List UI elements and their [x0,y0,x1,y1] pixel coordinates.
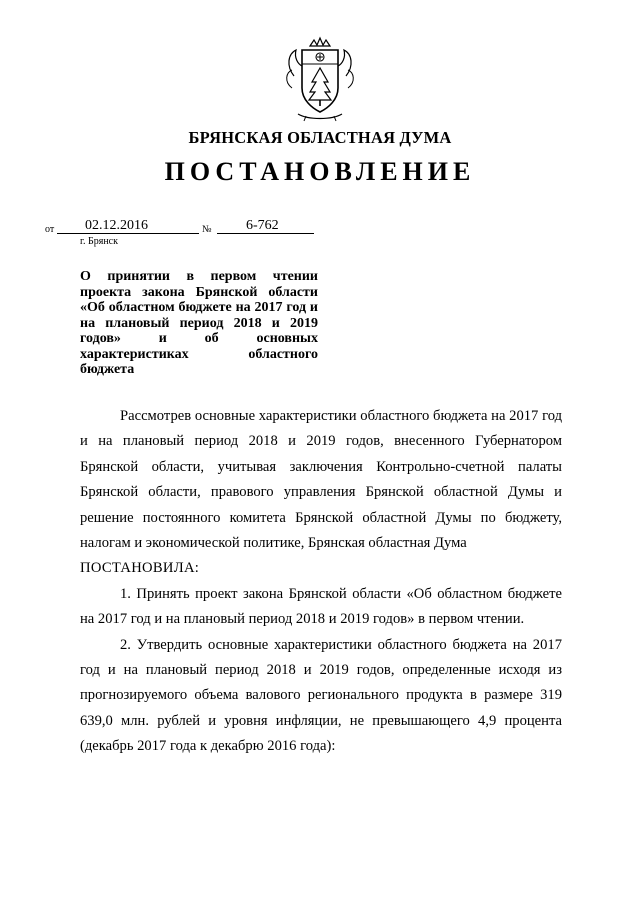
city-label: г. Брянск [80,236,118,247]
document-date: 02.12.2016 [85,218,148,233]
organization-name: БРЯНСКАЯ ОБЛАСТНАЯ ДУМА [188,128,452,147]
document-type-title: ПОСТАНОВЛЕНИЕ [164,157,476,186]
item-1-paragraph: 1. Принять проект закона Брянской области «Об областном бюджете на 2017 год и на плановый период 2018 и 2019 годов» в первом чтении. [80,585,562,628]
preamble-paragraph: Рассмотрев основные характеристики областного бюджета на 2017 год и на плановый период 2018 и 2019 годов, внесенного Губернатором Брянской области, учитывая заключения Контрольно-счетной палаты Брянской области, правового управления Брянской областной Думы и решение постоянного комитета Брянской областной Думы по бюджету, налогам и экономической политике, Брянская областная Дума [80,408,562,552]
document-number: 6-762 [246,218,279,233]
document-body [80,404,562,760]
item-2-paragraph: 2. Утвердить основные характеристики областного бюджета на 2017 год и на плановый период 2018 и 2019 годов, определенные исходя из прогнозируемого объема валового регионального продукта в размере 319 639,0 млн. рублей и уровня инфляции, не превышающего 4,9 процента (декабрь 2017 года к декабрю 2016 года): [80,636,562,755]
document-subject: О принятии в первом чтении проекта закона Брянской области «Об областном бюджете на 2017 год и на плановый период 2018 и 2019 годов» и об основных характеристиках областного бюджета [80,269,318,377]
coat-of-arms-icon [284,36,356,122]
decree-keyword: ПОСТАНОВИЛА: [80,560,200,577]
document-date-number [45,218,345,238]
from-label: от [45,224,55,235]
number-label: № [202,224,212,235]
